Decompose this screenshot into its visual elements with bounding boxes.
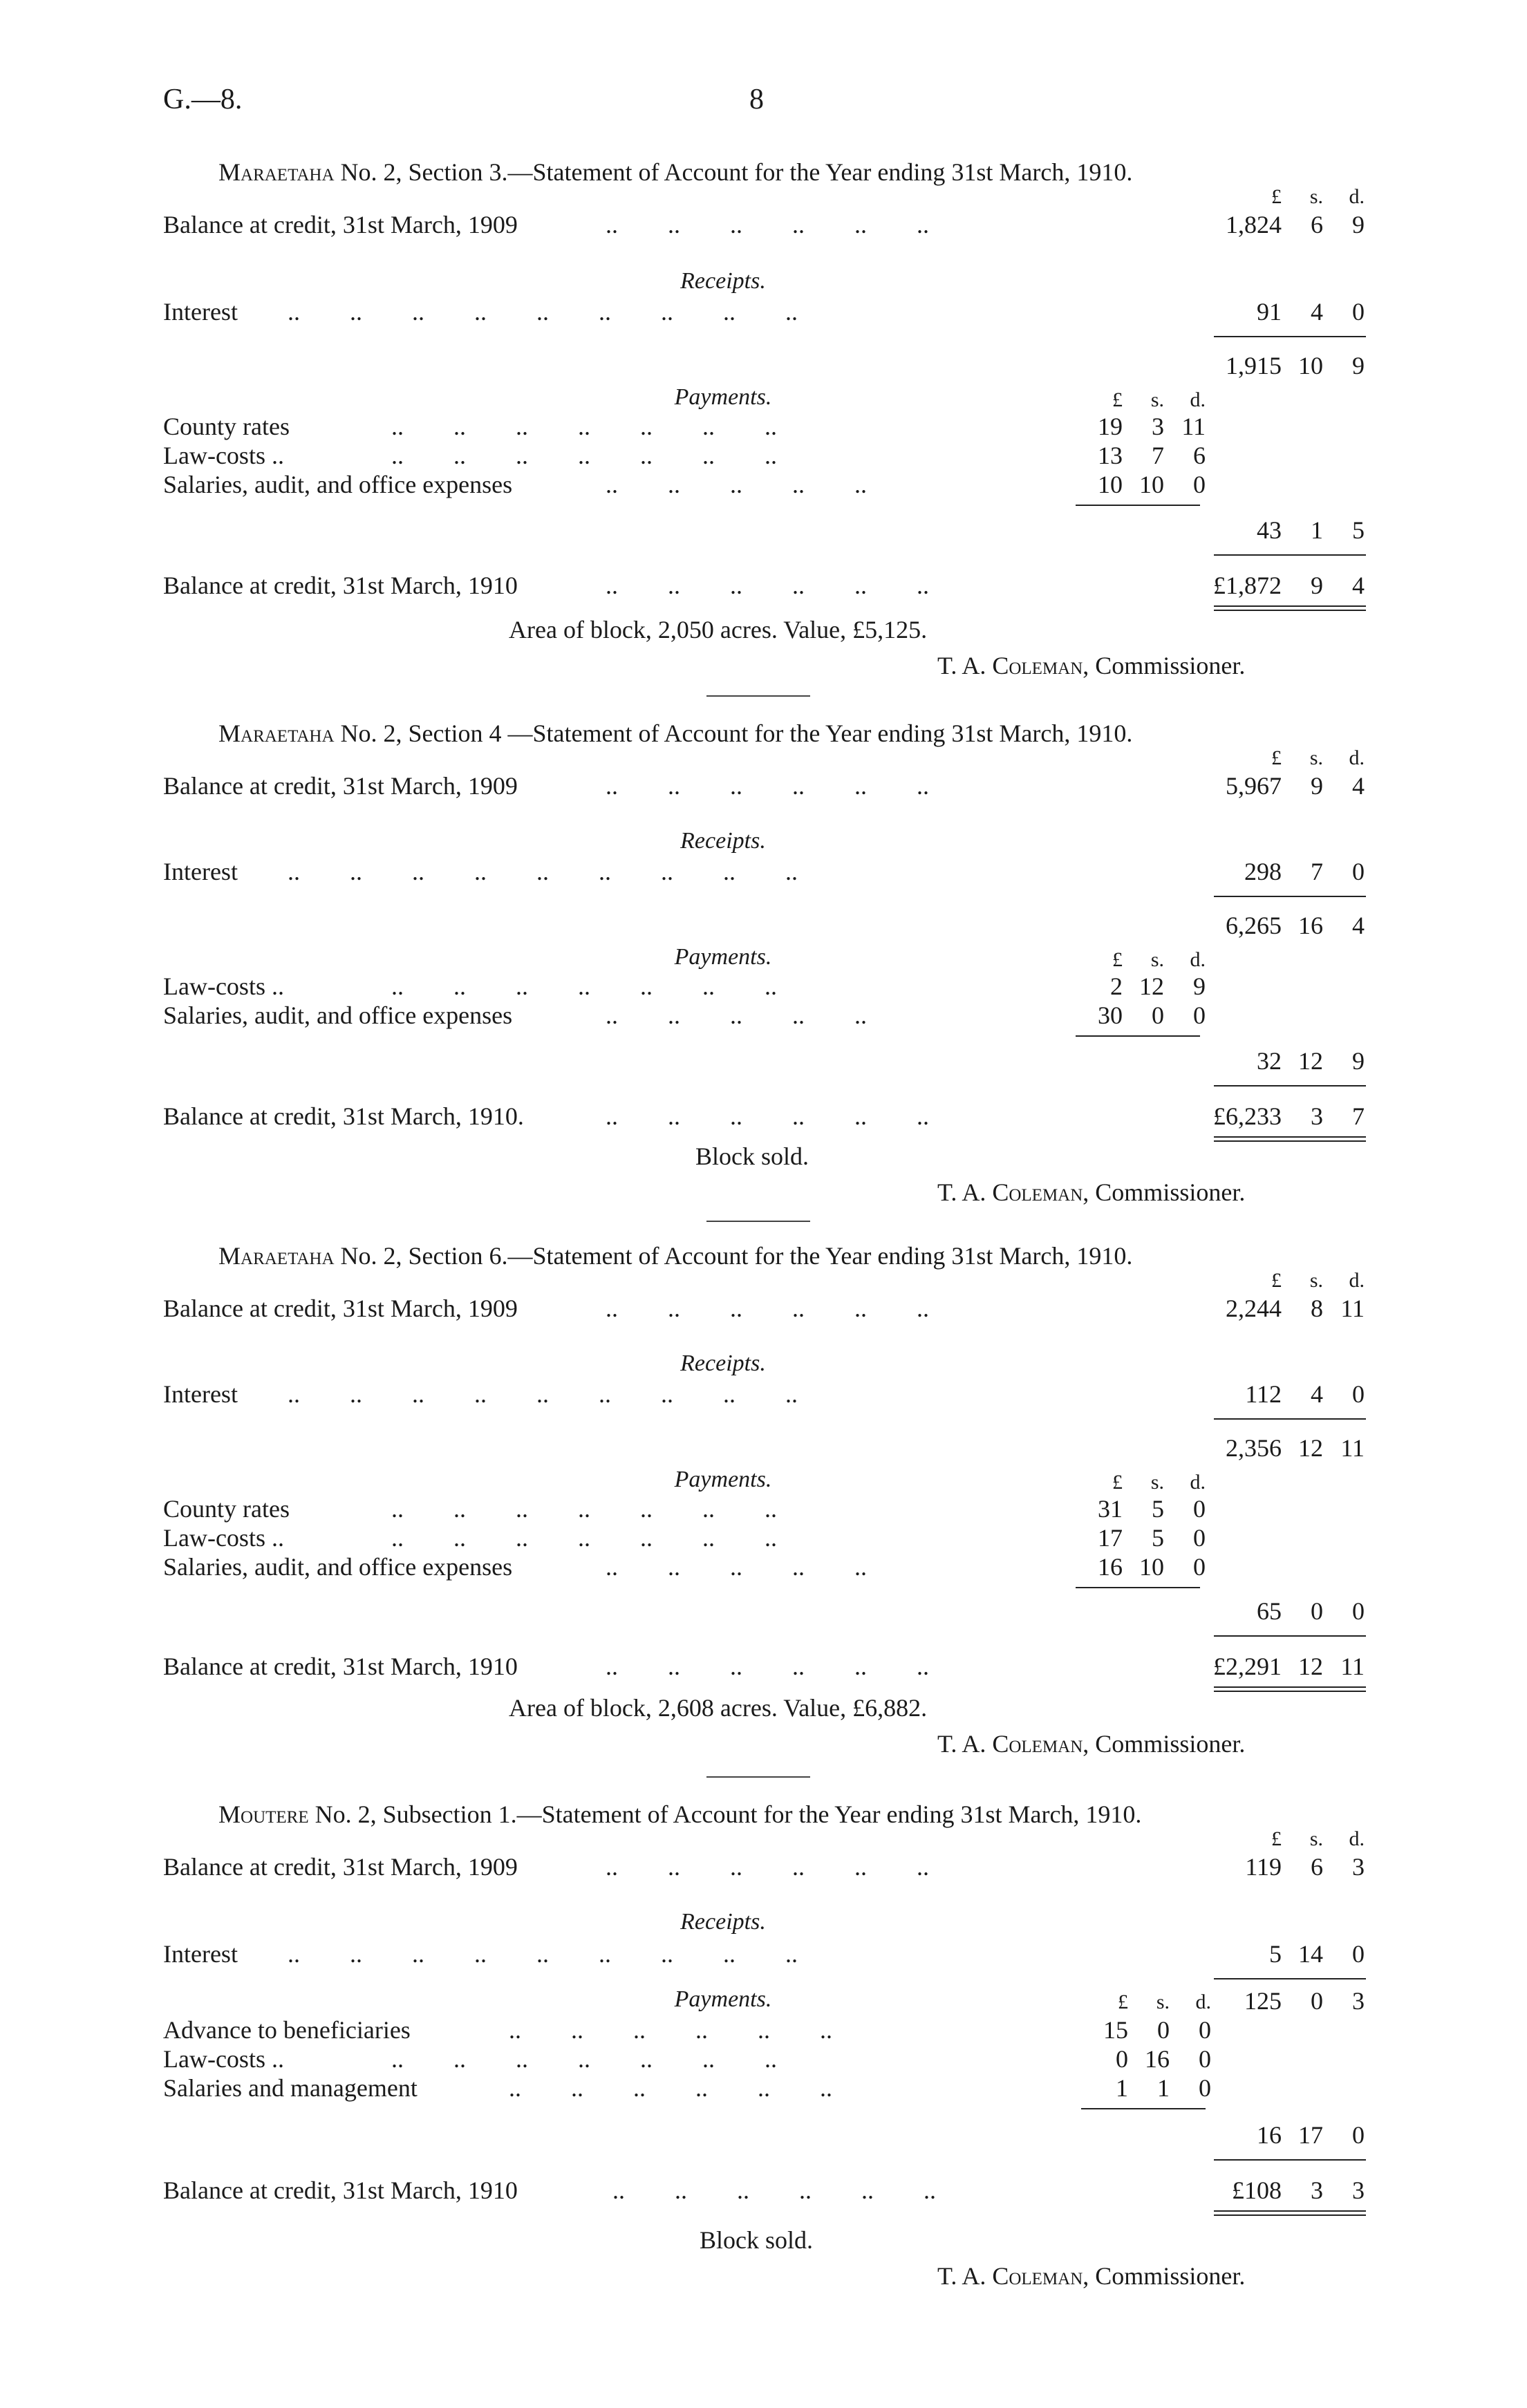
signature: T. A. Coleman, Commissioner. [937,2262,1246,2290]
payment-row: County rates .. .. .. .. .. .. .. 31 5 0 [163,1495,1206,1523]
balance-rule [1214,1635,1366,1637]
subtotal-row: 2,356 12 11 [1226,1434,1365,1462]
section-separator [706,1221,810,1222]
receipts-heading: Receipts. [680,1909,766,1935]
balance-rule [1214,1085,1366,1087]
payments-column-heading: £ s. d. [1112,1471,1206,1494]
payments-heading: Payments. [674,1986,772,2012]
payments-column-heading: £ s. d. [1112,948,1206,971]
section-title: Maraetaha No. 2, Section 3.—Statement of Account for the Year ending 31st March, 1910. [218,158,1133,186]
section-title: Moutere No. 2, Subsection 1.—Statement of Account for the Year ending 31st March, 1910. [218,1800,1142,1828]
opening-balance-row: Balance at credit, 31st March, 1909 .. .. .. .. .. .. 1,824 6 9 [163,211,1365,238]
document-reference: G.—8. [163,84,243,115]
balance-rule [1214,2159,1366,2161]
section-title: Maraetaha No. 2, Section 6.—Statement of Account for the Year ending 31st March, 1910. [218,1242,1133,1270]
column-heading: £ s. d. [1271,185,1365,208]
closing-balance-row: Balance at credit, 31st March, 1910. .. .. .. .. .. .. £6,233 3 7 [163,1102,1365,1130]
block-note: Block sold. [695,1142,809,1170]
opening-balance-row: Balance at credit, 31st March, 1909 .. .. .. .. .. .. 119 6 3 [163,1853,1365,1881]
payments-column-heading: £ s. d. [1118,1991,1211,2013]
payments-sum-rule [1076,1587,1200,1588]
payment-row: Law-costs .. .. .. .. .. .. .. .. 17 5 0 [163,1524,1206,1552]
subtotal-row: 1,915 10 9 [1226,352,1365,379]
closing-balance-row: Balance at credit, 31st March, 1910 .. .. .. .. .. .. £1,872 9 4 [163,572,1365,599]
interest-row: Interest .. .. .. .. .. .. .. .. .. 112 4 0 [163,1380,1365,1408]
section-separator [706,695,810,697]
column-heading: £ s. d. [1271,1827,1365,1850]
block-note: Area of block, 2,608 acres. Value, £6,882. [509,1694,928,1722]
payment-row: Salaries, audit, and office expenses .. .. .. .. .. 10 10 0 [163,471,1206,498]
payments-total-row: 43 1 5 [1257,516,1365,544]
payment-row: County rates .. .. .. .. .. .. .. 19 3 11 [163,413,1206,440]
closing-balance-row: Balance at credit, 31st March, 1910 .. .. .. .. .. .. £108 3 3 [163,2176,1365,2204]
payments-sum-rule [1076,1035,1200,1037]
payments-heading: Payments. [674,1467,772,1492]
column-heading: £ s. d. [1271,746,1365,769]
payments-heading: Payments. [674,384,772,410]
page-number: 8 [749,84,764,115]
payments-total-row: 32 12 9 [1257,1047,1365,1075]
sum-rule [1214,1978,1366,1979]
closing-double-rule [1214,1136,1366,1142]
receipts-heading: Receipts. [680,1351,766,1376]
payment-row: Law-costs .. .. .. .. .. .. .. .. 2 12 9 [163,972,1206,1000]
receipts-heading: Receipts. [680,268,766,294]
payments-column-heading: £ s. d. [1112,388,1206,411]
section-separator [706,1776,810,1778]
payments-total-row: 16 17 0 [1257,2121,1365,2149]
column-heading: £ s. d. [1271,1269,1365,1292]
closing-double-rule [1214,605,1366,611]
payments-sum-rule [1081,2108,1206,2109]
opening-balance-row: Balance at credit, 31st March, 1909 .. .. .. .. .. .. 2,244 8 11 [163,1295,1365,1322]
section-title: Maraetaha No. 2, Section 4 —Statement of Account for the Year ending 31st March, 1910. [218,719,1133,747]
interest-row: Interest .. .. .. .. .. .. .. .. .. 91 4 0 [163,298,1365,326]
receipts-heading: Receipts. [680,828,766,854]
signature: T. A. Coleman, Commissioner. [937,1730,1246,1758]
payment-row: Salaries, audit, and office expenses .. .. .. .. .. 30 0 0 [163,1001,1206,1029]
block-note: Block sold. [700,2226,814,2254]
signature: T. A. Coleman, Commissioner. [937,1178,1246,1206]
subtotal-row: 125 0 3 [1244,1987,1365,2015]
payment-row: Salaries and management .. .. .. .. .. .. 1 1 0 [163,2074,1211,2102]
payments-sum-rule [1076,505,1200,506]
payment-row: Law-costs .. .. .. .. .. .. .. .. 0 16 0 [163,2045,1211,2073]
payment-row: Law-costs .. .. .. .. .. .. .. .. 13 7 6 [163,442,1206,469]
payments-total-row: 65 0 0 [1257,1597,1365,1625]
signature: T. A. Coleman, Commissioner. [937,652,1246,679]
page-header [163,83,1366,124]
interest-row: Interest .. .. .. .. .. .. .. .. .. 298 7 0 [163,858,1365,885]
opening-balance-row: Balance at credit, 31st March, 1909 .. .. .. .. .. .. 5,967 9 4 [163,772,1365,800]
sum-rule [1214,336,1366,337]
sum-rule [1214,896,1366,897]
payment-row: Advance to beneficiaries .. .. .. .. .. .. 15 0 0 [163,2016,1211,2044]
payments-heading: Payments. [674,944,772,970]
balance-rule [1214,554,1366,556]
closing-balance-row: Balance at credit, 31st March, 1910 .. .. .. .. .. .. £2,291 12 11 [163,1653,1365,1680]
closing-double-rule [1214,1686,1366,1692]
sum-rule [1214,1418,1366,1420]
closing-double-rule [1214,2210,1366,2216]
payment-row: Salaries, audit, and office expenses .. .. .. .. .. 16 10 0 [163,1553,1206,1581]
subtotal-row: 6,265 16 4 [1226,912,1365,939]
interest-row: Interest .. .. .. .. .. .. .. .. .. 5 14 0 [163,1940,1365,1968]
block-note: Area of block, 2,050 acres. Value, £5,125. [509,616,928,643]
